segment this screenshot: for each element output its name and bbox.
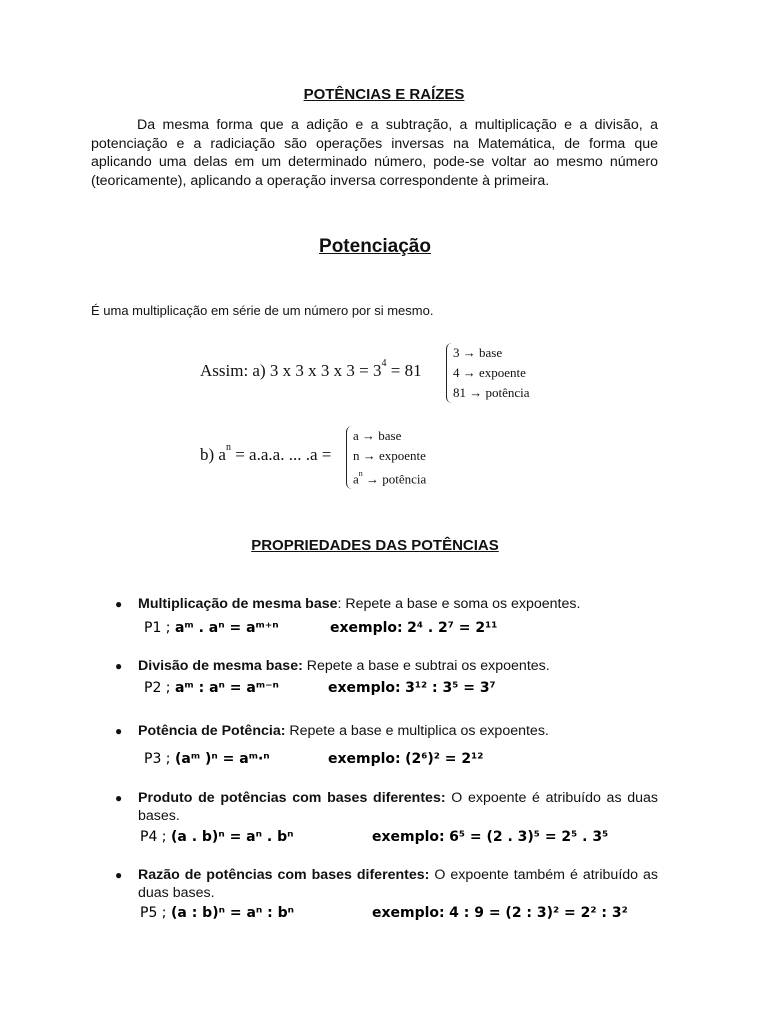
example-a-exponent: 4 <box>381 358 387 370</box>
bullet-icon: ● <box>115 791 123 805</box>
property-text <box>138 789 658 825</box>
property-rule <box>140 905 294 921</box>
page-title: POTÊNCIAS E RAÍZES <box>303 86 465 103</box>
example-formula: (2⁶)² = 2¹² <box>405 751 484 767</box>
property-text <box>138 866 658 902</box>
rule-formula: (a : b)ⁿ = aⁿ : bⁿ <box>170 905 295 921</box>
example-label: exemplo: <box>372 829 445 845</box>
property-name: Divisão de mesma base: <box>138 658 303 674</box>
example-a-brace <box>446 343 530 403</box>
example-formula: 3¹² : 3⁵ = 3⁷ <box>405 680 496 696</box>
brace-line: 3 → base <box>453 345 503 360</box>
example-b-prefix: b) a <box>200 445 226 464</box>
brace-line: 81 → potência <box>453 385 530 400</box>
property-description: O expoente é atribuído as duas bases. <box>138 790 658 824</box>
property-description: O expoente também é atribuído as duas bases. <box>138 867 658 901</box>
property-example <box>328 680 496 696</box>
bullet-icon: ● <box>115 868 123 882</box>
brace-line: a → base <box>353 428 402 443</box>
example-label: exemplo: <box>372 905 445 921</box>
property-item <box>115 657 658 675</box>
property-rule <box>144 620 279 636</box>
bullet-icon: ● <box>115 659 123 673</box>
rule-formula: (aᵐ )ⁿ = aᵐ·ⁿ <box>174 751 270 767</box>
rule-label: P3 ; <box>144 751 171 767</box>
rule-formula: aᵐ . aⁿ = aᵐ⁺ⁿ <box>174 620 279 636</box>
property-description: : Repete a base e soma os expoentes. <box>337 596 581 612</box>
brace-rest: → potência <box>362 471 427 487</box>
property-name: Multiplicação de mesma base <box>138 596 338 612</box>
property-item <box>115 866 658 902</box>
rule-label: P1 ; <box>144 620 171 636</box>
bullet-icon: ● <box>115 724 123 738</box>
rule-label: P2 ; <box>144 680 171 696</box>
brace-base: a <box>353 471 359 487</box>
brace-line <box>353 466 426 489</box>
example-b-suffix: = a.a.a. ... .a = <box>230 445 332 464</box>
property-item <box>115 595 658 613</box>
property-item <box>115 789 658 825</box>
property-name: Potência de Potência: <box>138 723 286 739</box>
definition-text: É uma multiplicação em série de um número por si mesmo. <box>91 303 434 318</box>
bullet-icon: ● <box>115 597 123 611</box>
intro-paragraph: Da mesma forma que a adição e a subtração, a multiplicação e a divisão, a potenciação e a radiciação são operações inversas na Matemática, de forma que aplicando uma delas em um determinado número, pode-se voltar ao mesmo número (teoricamente), aplicando a operação inversa correspondente à primeira. <box>91 117 658 189</box>
example-formula: 6⁵ = (2 . 3)⁵ = 2⁵ . 3⁵ <box>449 829 609 845</box>
property-description: Repete a base e subtrai os expoentes. <box>302 658 550 674</box>
example-label: exemplo: <box>330 620 403 636</box>
example-a-suffix: = 81 <box>386 361 422 380</box>
example-formula: 4 : 9 = (2 : 3)² = 2² : 3² <box>449 905 628 921</box>
property-item <box>115 722 658 740</box>
example-formula: 2⁴ . 2⁷ = 2¹¹ <box>407 620 498 636</box>
property-rule <box>144 751 270 767</box>
property-text <box>138 722 658 740</box>
example-a-formula <box>200 358 422 381</box>
rule-formula: (a . b)ⁿ = aⁿ . bⁿ <box>170 829 294 845</box>
property-rule <box>140 829 293 845</box>
property-text <box>138 657 658 675</box>
rule-label: P5 ; <box>140 905 167 921</box>
example-label: exemplo: <box>328 751 401 767</box>
property-example <box>328 751 483 767</box>
example-label: exemplo: <box>328 680 401 696</box>
property-description: Repete a base e multiplica os expoentes. <box>285 723 549 739</box>
rule-label: P4 ; <box>140 829 167 845</box>
brace-exponent: n <box>358 469 363 478</box>
property-name: Produto de potências com bases diferentes: <box>138 790 446 806</box>
brace-line: 4 → expoente <box>453 365 526 380</box>
property-example <box>330 620 497 636</box>
section-title-potenciacao: Potenciação <box>319 236 431 257</box>
example-b-exponent: n <box>225 442 231 454</box>
example-b-brace <box>346 426 426 489</box>
rule-formula: aᵐ : aⁿ = aᵐ⁻ⁿ <box>174 680 279 696</box>
property-name: Razão de potências com bases diferentes: <box>138 867 430 883</box>
properties-title: PROPRIEDADES DAS POTÊNCIAS <box>251 537 499 554</box>
property-example <box>372 905 628 921</box>
property-example <box>372 829 608 845</box>
example-a-prefix: Assim: a) 3 x 3 x 3 x 3 = 3 <box>200 361 382 380</box>
brace-line: n → expoente <box>353 448 426 463</box>
property-rule <box>144 680 279 696</box>
property-text <box>138 595 658 613</box>
example-b-formula <box>200 442 332 465</box>
